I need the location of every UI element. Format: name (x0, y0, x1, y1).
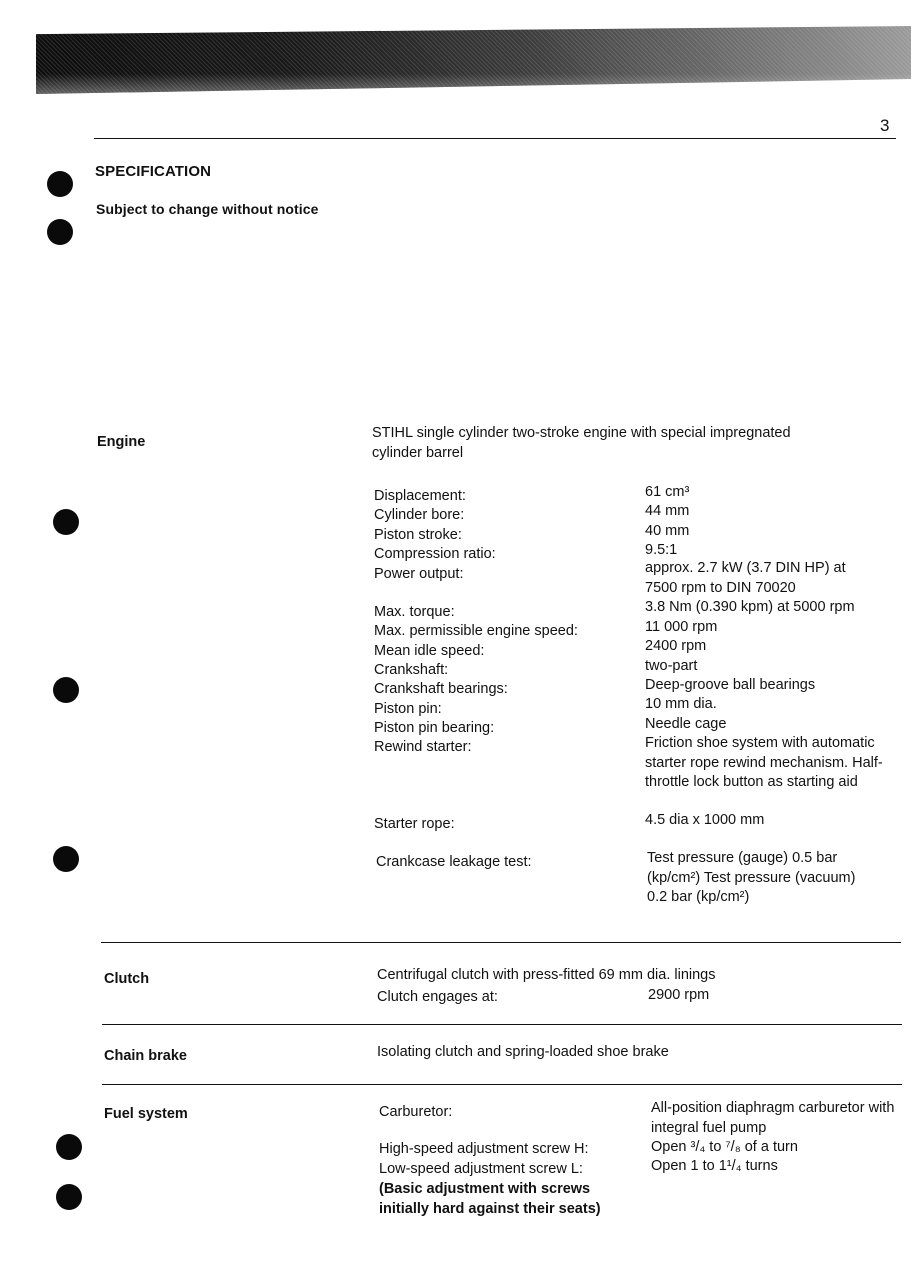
carburetor-value: All-position diaphragm carburetor with integral fuel pump (651, 1100, 895, 1136)
spec-label: Crankcase leakage test: (376, 854, 532, 870)
low-speed-screw-value: Open 1 to 1¹/₄ turns (651, 1158, 778, 1174)
high-speed-screw-value: Open ³/₄ to ⁷/₈ of a turn (651, 1139, 798, 1155)
spec-value: 11 000 rpm (645, 619, 718, 635)
high-speed-screw-label: High-speed adjustment screw H: (379, 1141, 589, 1157)
punch-hole (53, 509, 79, 535)
spec-value: Needle cage (645, 716, 727, 732)
spec-label: Power output: (374, 566, 464, 582)
spec-label: Displacement: (374, 488, 466, 504)
spec-value: Test pressure (gauge) 0.5 bar (kp/cm²) Test pressure (vacuum) 0.2 bar (kp/cm²) (647, 850, 856, 905)
punch-hole (53, 846, 79, 872)
clutch-engages-label: Clutch engages at: (377, 989, 498, 1005)
spec-label: Cylinder bore: (374, 507, 465, 523)
clutch-label: Clutch (104, 971, 150, 987)
spec-label: Crankshaft bearings: (374, 681, 508, 697)
section-divider (101, 942, 901, 943)
spec-value: two-part (645, 658, 698, 674)
spec-label: Mean idle speed: (374, 643, 485, 659)
punch-hole (53, 677, 79, 703)
engine-description: STIHL single cylinder two-stroke engine with special impregnated cylinder barrel (372, 425, 791, 461)
spec-value: 2400 rpm (645, 638, 707, 654)
chain-brake-label: Chain brake (104, 1048, 187, 1064)
carburetor-label: Carburetor: (379, 1104, 453, 1120)
spec-value: 61 cm³ (645, 484, 690, 500)
engine-label: Engine (97, 434, 146, 450)
top-rule (94, 138, 896, 139)
page-title: SPECIFICATION (95, 163, 212, 180)
spec-value: 10 mm dia. (645, 696, 717, 712)
spec-label: Rewind starter: (374, 739, 472, 755)
spec-label: Starter rope: (374, 816, 455, 832)
spec-value: Deep-groove ball bearings (645, 677, 816, 693)
spec-value: 44 mm (645, 503, 690, 519)
spec-value: Friction shoe system with automatic starter rope rewind mechanism. Half-throttle lock button as starting aid (645, 735, 883, 790)
spec-label: Piston stroke: (374, 527, 462, 543)
spec-label: Max. torque: (374, 604, 455, 620)
low-speed-screw-label: Low-speed adjustment screw L: (379, 1161, 583, 1177)
clutch-description: Centrifugal clutch with press-fitted 69 mm dia. linings (377, 967, 716, 983)
basic-adjustment-note: (Basic adjustment with screws initially hard against their seats) (379, 1181, 601, 1217)
clutch-engages-value: 2900 rpm (648, 987, 710, 1003)
page-subtitle: Subject to change without notice (96, 201, 319, 217)
spec-label: Piston pin bearing: (374, 720, 495, 736)
section-divider (102, 1024, 902, 1025)
spec-label: Crankshaft: (374, 662, 449, 678)
fuel-system-label: Fuel system (104, 1106, 188, 1122)
spec-label: Piston pin: (374, 701, 442, 717)
spec-value: 9.5:1 (645, 542, 678, 558)
header-band (36, 26, 911, 94)
punch-hole (47, 219, 73, 245)
page-number: 3 (880, 116, 890, 135)
spec-label: Max. permissible engine speed: (374, 623, 578, 639)
chain-brake-description: Isolating clutch and spring-loaded shoe brake (377, 1044, 669, 1060)
spec-value: 4.5 dia x 1000 mm (645, 812, 765, 828)
spec-value: 40 mm (645, 523, 690, 539)
section-divider (102, 1084, 902, 1085)
spec-label: Compression ratio: (374, 546, 496, 562)
punch-hole (47, 171, 73, 197)
spec-value: approx. 2.7 kW (3.7 DIN HP) at 7500 rpm to DIN 70020 (645, 560, 846, 596)
punch-hole (56, 1184, 82, 1210)
spec-value: 3.8 Nm (0.390 kpm) at 5000 rpm (645, 599, 855, 615)
punch-hole (56, 1134, 82, 1160)
